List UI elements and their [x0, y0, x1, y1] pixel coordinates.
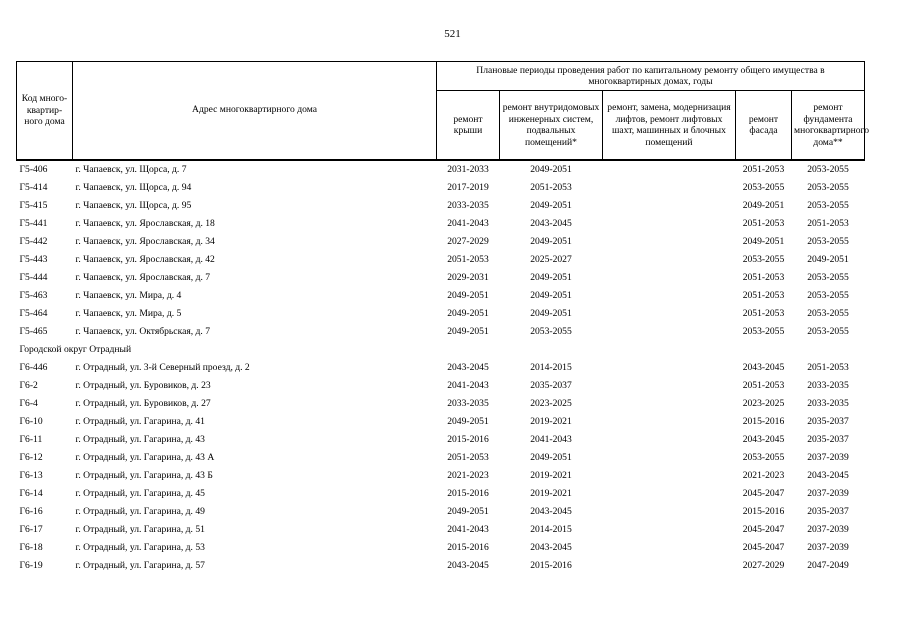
region-label: Городской округ Отрадный	[19, 344, 132, 355]
row-code: Г6-12	[19, 452, 43, 463]
row-systems: 2015-2016	[530, 560, 572, 571]
row-code: Г5-441	[19, 218, 48, 229]
row-systems: 2035-2037	[530, 380, 572, 391]
row-facade: 2051-2053	[742, 380, 785, 391]
row-systems: 2043-2045	[530, 506, 572, 517]
row-code: Г6-11	[19, 434, 43, 445]
row-address: г. Чапаевск, ул. Ярославская, д. 7	[75, 272, 211, 283]
row-facade: 2051-2053	[742, 218, 785, 229]
region-row	[17, 341, 865, 359]
row-facade: 2053-2055	[742, 254, 785, 265]
row-foundation: 2049-2051	[807, 254, 849, 265]
row-address: г. Чапаевск, ул. Ярославская, д. 18	[75, 218, 215, 229]
row-code: Г5-414	[19, 182, 48, 193]
row-facade: 2043-2045	[742, 434, 785, 445]
row-facade: 2045-2047	[742, 524, 785, 535]
row-roof: 2043-2045	[447, 560, 489, 571]
row-facade: 2049-2051	[742, 236, 785, 247]
row-address: г. Отрадный, ул. Гагарина, д. 43 Б	[75, 470, 213, 481]
row-systems: 2019-2021	[530, 470, 572, 481]
row-code: Г6-446	[19, 362, 48, 373]
row-lifts	[603, 395, 736, 413]
header-facade: ремонт фасада	[736, 91, 792, 161]
row-foundation: 2035-2037	[807, 434, 849, 445]
row-lifts	[603, 539, 736, 557]
row-systems: 2014-2015	[530, 362, 572, 373]
row-roof: 2049-2051	[447, 308, 489, 319]
table-row	[17, 160, 865, 179]
row-roof: 2015-2016	[447, 488, 489, 499]
row-code: Г6-19	[19, 560, 43, 571]
row-facade: 2049-2051	[742, 200, 785, 211]
row-address: г. Чапаевск, ул. Ярославская, д. 34	[75, 236, 215, 247]
row-foundation: 2053-2055	[807, 326, 849, 337]
row-roof: 2051-2053	[447, 452, 489, 463]
row-code: Г6-2	[19, 380, 38, 391]
row-systems: 2023-2025	[530, 398, 572, 409]
row-foundation: 2051-2053	[807, 218, 849, 229]
table-row	[17, 377, 865, 395]
row-address: г. Чапаевск, ул. Октябрьская, д. 7	[75, 326, 211, 337]
table-row	[17, 287, 865, 305]
row-lifts	[603, 323, 736, 341]
row-systems: 2025-2027	[530, 254, 572, 265]
row-lifts	[603, 377, 736, 395]
table-row	[17, 503, 865, 521]
row-address: г. Отрадный, ул. Гагарина, д. 43	[75, 434, 205, 445]
row-foundation: 2033-2035	[807, 398, 849, 409]
row-foundation: 2035-2037	[807, 506, 849, 517]
row-lifts	[603, 179, 736, 197]
row-roof: 2017-2019	[447, 182, 489, 193]
row-foundation: 2037-2039	[807, 524, 849, 535]
table-row	[17, 323, 865, 341]
row-code: Г6-18	[19, 542, 43, 553]
table-row	[17, 395, 865, 413]
row-facade: 2015-2016	[742, 506, 785, 517]
row-address: г. Чапаевск, ул. Щорса, д. 95	[75, 200, 192, 211]
row-roof: 2041-2043	[447, 524, 489, 535]
header-address: Адрес многоквартирного дома	[73, 62, 437, 161]
row-facade: 2023-2025	[742, 398, 785, 409]
row-lifts	[603, 485, 736, 503]
row-systems: 2041-2043	[530, 434, 572, 445]
header-systems: ремонт внутридомовых инженерных систем, подвальных помещений*	[500, 91, 603, 161]
row-roof: 2049-2051	[447, 416, 489, 427]
row-foundation: 2047-2049	[807, 560, 849, 571]
row-lifts	[603, 197, 736, 215]
row-foundation: 2033-2035	[807, 380, 849, 391]
header-periods: Плановые периоды проведения работ по капитальному ремонту общего имущества в многоквартирных домах, годы	[437, 62, 865, 91]
row-facade: 2045-2047	[742, 542, 785, 553]
row-facade: 2051-2053	[742, 164, 785, 175]
header-lifts: ремонт, замена, модернизация лифтов, ремонт лифтовых шахт, машинных и блочных помещений	[603, 91, 736, 161]
row-lifts	[603, 251, 736, 269]
row-roof: 2051-2053	[447, 254, 489, 265]
header-roof: ремонт крыши	[437, 91, 500, 161]
row-lifts	[603, 287, 736, 305]
row-facade: 2021-2023	[742, 470, 785, 481]
row-foundation: 2035-2037	[807, 416, 849, 427]
row-address: г. Чапаевск, ул. Мира, д. 4	[75, 290, 182, 301]
table-header	[17, 62, 870, 161]
table-row	[17, 485, 865, 503]
row-roof: 2033-2035	[447, 200, 489, 211]
row-lifts	[603, 269, 736, 287]
row-roof: 2015-2016	[447, 542, 489, 553]
header-foundation: ремонт фундамента многоквартирного дома**	[792, 91, 865, 161]
table-row	[17, 233, 865, 251]
row-address: г. Чапаевск, ул. Щорса, д. 7	[75, 164, 187, 175]
row-address: г. Отрадный, ул. Буровиков, д. 27	[75, 398, 211, 409]
row-foundation: 2053-2055	[807, 182, 849, 193]
row-systems: 2049-2051	[530, 272, 572, 283]
table-row	[17, 413, 865, 431]
row-systems: 2049-2051	[530, 164, 572, 175]
row-facade: 2051-2053	[742, 308, 785, 319]
row-lifts	[603, 359, 736, 377]
row-roof: 2015-2016	[447, 434, 489, 445]
row-lifts	[603, 503, 736, 521]
table-row	[17, 431, 865, 449]
row-address: г. Отрадный, ул. Буровиков, д. 23	[75, 380, 211, 391]
table-row	[17, 305, 865, 323]
table-row	[17, 557, 865, 575]
table-row	[17, 521, 865, 539]
row-lifts	[603, 215, 736, 233]
row-address: г. Чапаевск, ул. Ярославская, д. 42	[75, 254, 215, 265]
row-lifts	[603, 431, 736, 449]
row-code: Г5-465	[19, 326, 48, 337]
table-body	[17, 160, 865, 575]
row-address: г. Отрадный, ул. 3-й Северный проезд, д. 2	[75, 362, 250, 373]
row-systems: 2019-2021	[530, 416, 572, 427]
row-facade: 2053-2055	[742, 452, 785, 463]
row-roof: 2029-2031	[447, 272, 489, 283]
row-roof: 2049-2051	[447, 506, 489, 517]
row-systems: 2043-2045	[530, 542, 572, 553]
row-code: Г5-406	[19, 164, 48, 175]
page-number: 521	[444, 28, 461, 40]
row-foundation: 2053-2055	[807, 308, 849, 319]
row-roof: 2031-2033	[447, 164, 489, 175]
row-address: г. Чапаевск, ул. Мира, д. 5	[75, 308, 182, 319]
row-code: Г6-17	[19, 524, 43, 535]
row-systems: 2043-2045	[530, 218, 572, 229]
row-address: г. Отрадный, ул. Гагарина, д. 53	[75, 542, 205, 553]
table-row	[17, 197, 865, 215]
row-roof: 2041-2043	[447, 218, 489, 229]
row-facade: 2053-2055	[742, 326, 785, 337]
row-foundation: 2051-2053	[807, 362, 849, 373]
row-lifts	[603, 233, 736, 251]
row-foundation: 2037-2039	[807, 542, 849, 553]
table-row	[17, 539, 865, 557]
row-foundation: 2037-2039	[807, 488, 849, 499]
row-roof: 2027-2029	[447, 236, 489, 247]
row-lifts	[603, 467, 736, 485]
row-address: г. Отрадный, ул. Гагарина, д. 51	[75, 524, 205, 535]
row-facade: 2027-2029	[742, 560, 785, 571]
row-code: Г5-415	[19, 200, 48, 211]
row-address: г. Чапаевск, ул. Щорса, д. 94	[75, 182, 192, 193]
row-facade: 2051-2053	[742, 290, 785, 301]
row-roof: 2041-2043	[447, 380, 489, 391]
row-lifts	[603, 449, 736, 467]
row-systems: 2019-2021	[530, 488, 572, 499]
row-systems: 2049-2051	[530, 308, 572, 319]
row-foundation: 2043-2045	[807, 470, 849, 481]
row-address: г. Отрадный, ул. Гагарина, д. 45	[75, 488, 205, 499]
row-lifts	[603, 305, 736, 323]
table-row	[17, 449, 865, 467]
row-lifts	[603, 521, 736, 539]
row-code: Г6-10	[19, 416, 43, 427]
row-facade: 2053-2055	[742, 182, 785, 193]
row-code: Г5-444	[19, 272, 48, 283]
row-code: Г6-14	[19, 488, 43, 499]
row-facade: 2051-2053	[742, 272, 785, 283]
row-lifts	[603, 557, 736, 575]
row-roof: 2049-2051	[447, 326, 489, 337]
table-row	[17, 269, 865, 287]
row-foundation: 2053-2055	[807, 236, 849, 247]
row-foundation: 2037-2039	[807, 452, 849, 463]
row-systems: 2049-2051	[530, 290, 572, 301]
row-address: г. Отрадный, ул. Гагарина, д. 57	[75, 560, 205, 571]
row-code: Г6-13	[19, 470, 43, 481]
row-code: Г5-443	[19, 254, 48, 265]
row-roof: 2021-2023	[447, 470, 489, 481]
row-foundation: 2053-2055	[807, 290, 849, 301]
row-code: Г5-463	[19, 290, 48, 301]
row-facade: 2015-2016	[742, 416, 785, 427]
capital-repair-table	[16, 61, 870, 575]
row-systems: 2014-2015	[530, 524, 572, 535]
row-code: Г5-464	[19, 308, 48, 319]
row-facade: 2043-2045	[742, 362, 785, 373]
row-facade: 2045-2047	[742, 488, 785, 499]
row-systems: 2049-2051	[530, 200, 572, 211]
table-row	[17, 359, 865, 377]
row-roof: 2049-2051	[447, 290, 489, 301]
row-address: г. Отрадный, ул. Гагарина, д. 49	[75, 506, 205, 517]
row-lifts	[603, 160, 736, 179]
row-systems: 2051-2053	[530, 182, 572, 193]
row-systems: 2049-2051	[530, 236, 572, 247]
table-row	[17, 467, 865, 485]
row-code: Г6-16	[19, 506, 43, 517]
row-code: Г6-4	[19, 398, 38, 409]
table-row	[17, 179, 865, 197]
row-roof: 2033-2035	[447, 398, 489, 409]
row-foundation: 2053-2055	[807, 272, 849, 283]
row-roof: 2043-2045	[447, 362, 489, 373]
table-row	[17, 215, 865, 233]
row-address: г. Отрадный, ул. Гагарина, д. 41	[75, 416, 205, 427]
row-systems: 2053-2055	[530, 326, 572, 337]
row-code: Г5-442	[19, 236, 48, 247]
header-code: Код много-квартир-ного дома	[17, 62, 73, 161]
row-address: г. Отрадный, ул. Гагарина, д. 43 А	[75, 452, 215, 463]
row-systems: 2049-2051	[530, 452, 572, 463]
table-row	[17, 251, 865, 269]
row-foundation: 2053-2055	[807, 164, 849, 175]
row-lifts	[603, 413, 736, 431]
row-foundation: 2053-2055	[807, 200, 849, 211]
